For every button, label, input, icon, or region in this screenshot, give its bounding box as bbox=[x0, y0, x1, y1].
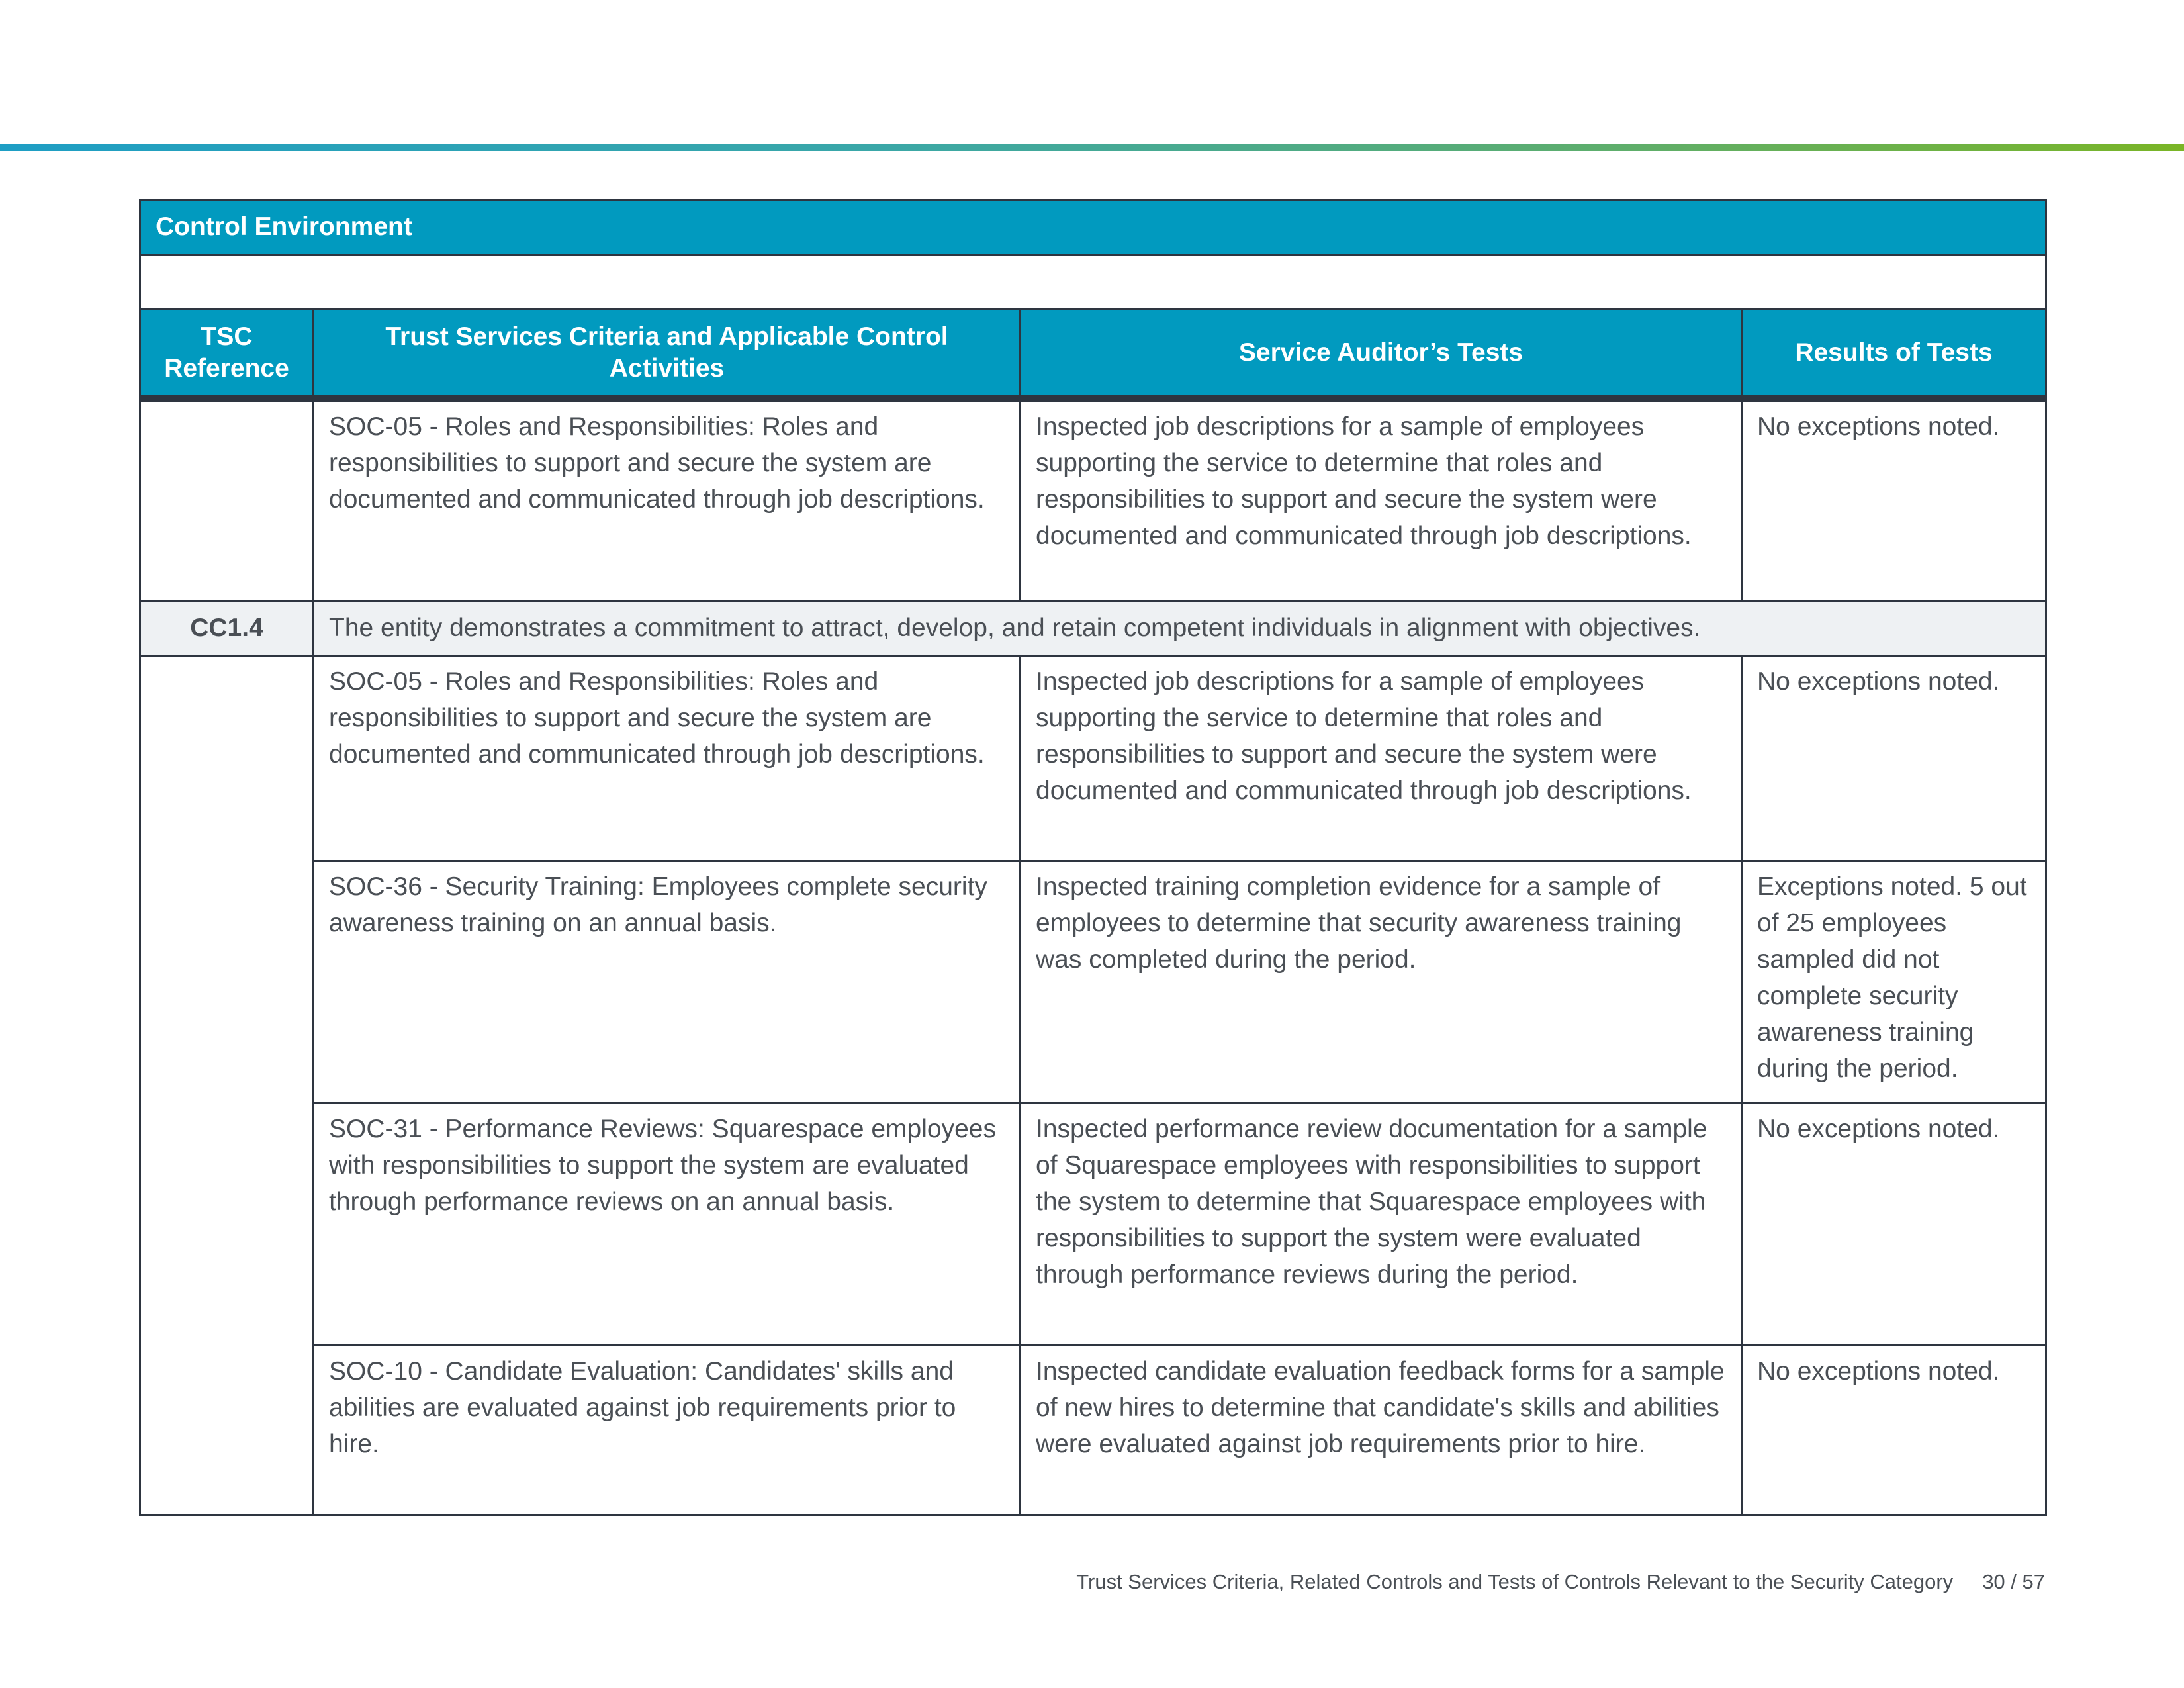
control-activity-cell: SOC-10 - Candidate Evaluation: Candidates' skills and abilities are evaluated against job requirements prior to hire. bbox=[314, 1345, 1021, 1515]
col-header-results: Results of Tests bbox=[1742, 310, 2046, 399]
table-row bbox=[140, 1345, 2046, 1515]
column-header-row bbox=[140, 310, 2046, 399]
auditor-test-cell: Inspected training completion evidence for a sample of employees to determine that security awareness training was completed during the period. bbox=[1021, 861, 1742, 1103]
tsc-reference-cell bbox=[140, 399, 314, 600]
test-result-cell: No exceptions noted. bbox=[1742, 655, 2046, 861]
criterion-row bbox=[140, 600, 2046, 655]
table-row bbox=[140, 861, 2046, 1103]
section-title-row bbox=[140, 200, 2046, 255]
col-header-tests: Service Auditor’s Tests bbox=[1021, 310, 1742, 399]
controls-table bbox=[139, 199, 2047, 1516]
page-footer bbox=[1076, 1570, 2045, 1594]
test-result-cell: No exceptions noted. bbox=[1742, 1345, 2046, 1515]
control-activity-cell: SOC-36 - Security Training: Employees complete security awareness training on an annual basis. bbox=[314, 861, 1021, 1103]
section-title: Control Environment bbox=[140, 200, 2046, 255]
tsc-reference-cell bbox=[140, 655, 314, 1515]
footer-section-title: Trust Services Criteria, Related Controls and Tests of Controls Relevant to the Security Category bbox=[1076, 1570, 1954, 1593]
col-header-criteria: Trust Services Criteria and Applicable Control Activities bbox=[314, 310, 1021, 399]
test-result-cell: Exceptions noted. 5 out of 25 employees sampled did not complete security awareness training during the period. bbox=[1742, 861, 2046, 1103]
page-number: 30 / 57 bbox=[1982, 1570, 2045, 1593]
table-row bbox=[140, 655, 2046, 861]
table-row bbox=[140, 399, 2046, 600]
control-activity-cell: SOC-31 - Performance Reviews: Squarespace employees with responsibilities to support the system are evaluated through performance reviews on an annual basis. bbox=[314, 1103, 1021, 1345]
auditor-test-cell: Inspected candidate evaluation feedback forms for a sample of new hires to determine that candidate's skills and abilities were evaluated against job requirements prior to hire. bbox=[1021, 1345, 1742, 1515]
auditor-test-cell: Inspected job descriptions for a sample of employees supporting the service to determine that roles and responsibilities to support and secure the system were documented and communicated through job descriptions. bbox=[1021, 399, 1742, 600]
test-result-cell: No exceptions noted. bbox=[1742, 399, 2046, 600]
col-header-tsc-reference: TSC Reference bbox=[140, 310, 314, 399]
auditor-test-cell: Inspected performance review documentation for a sample of Squarespace employees with responsibilities to support the system to determine that Squarespace employees with responsibilities to support the system were evaluated through performance reviews during the period. bbox=[1021, 1103, 1742, 1345]
criterion-text: The entity demonstrates a commitment to attract, develop, and retain competent individuals in alignment with objectives. bbox=[314, 600, 2046, 655]
table-row bbox=[140, 1103, 2046, 1345]
control-activity-cell: SOC-05 - Roles and Responsibilities: Roles and responsibilities to support and secure the system are documented and communicated through job descriptions. bbox=[314, 655, 1021, 861]
criterion-ref: CC1.4 bbox=[140, 600, 314, 655]
blank-row bbox=[140, 255, 2046, 310]
header-accent-rule bbox=[0, 144, 2184, 151]
control-activity-cell: SOC-05 - Roles and Responsibilities: Roles and responsibilities to support and secure the system are documented and communicated through job descriptions. bbox=[314, 399, 1021, 600]
auditor-test-cell: Inspected job descriptions for a sample of employees supporting the service to determine that roles and responsibilities to support and secure the system were documented and communicated through job descriptions. bbox=[1021, 655, 1742, 861]
test-result-cell: No exceptions noted. bbox=[1742, 1103, 2046, 1345]
